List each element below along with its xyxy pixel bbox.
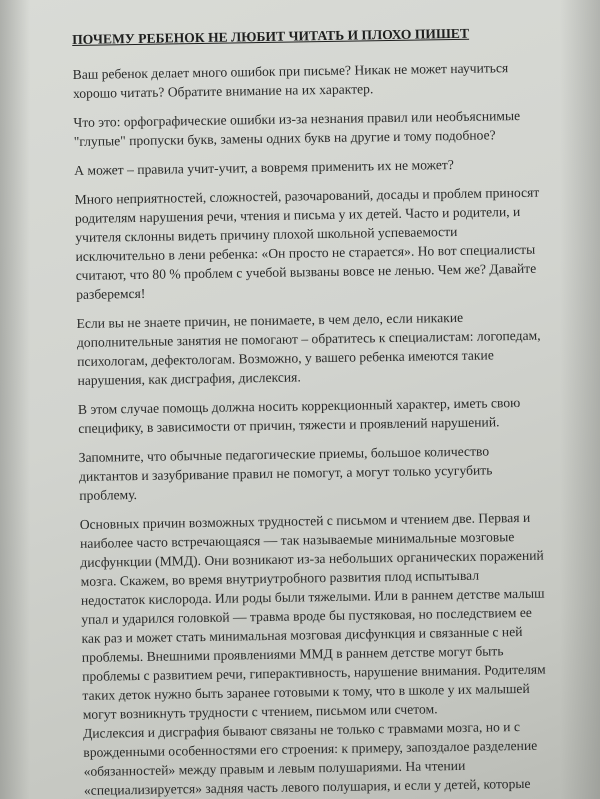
text-line: Много неприятностей, сложностей, разочарований, досады и проблем приносят: [74, 184, 540, 207]
paragraph-8: [80, 507, 584, 799]
text-line: Что это: орфографические ошибки из-за незнания правил или необъяснимые: [73, 107, 521, 130]
text-line: могут возникнуть трудности с чтением, письмом или счетом.: [82, 701, 438, 722]
text-line: дисфункции (ММД). Они возникают из-за небольших органических поражений: [80, 547, 544, 570]
paragraph-7: [79, 440, 580, 505]
text-line: Дислексия и дисграфия бывают связаны не только с травмами мозга, но и с: [82, 719, 521, 741]
page-shadow-left: [0, 0, 30, 799]
text-line: «обязанностей» между правым и левым полушариями. На чтении: [83, 757, 466, 779]
text-line: исключительно в лени ребенка: «Он просто не старается». Но вот специалисты: [75, 241, 536, 264]
text-line: "глупые" пропуски букв, замены одних букв на другие и тому подобное?: [73, 127, 496, 149]
text-line: Запомните, что обычные педагогические приемы, большое количество: [78, 443, 490, 465]
text-line: диктантов и зазубривание правил не помогут, а могут только усугубить: [78, 462, 493, 484]
document-title: ПОЧЕМУ РЕБЕНОК НЕ ЛЮБИТ ЧИТАТЬ И ПЛОХО ПИШЕТ: [72, 25, 470, 47]
text-line: «специализируется» задняя часть левого полушария, и если у детей, которые: [83, 775, 531, 798]
text-line: таких деток нужно быть заранее готовыми к тому, что в школе у их малышей: [82, 680, 530, 703]
text-line: мозга. Скажем, во время внутриутробного развития плод испытывал: [80, 567, 480, 589]
text-line: считают, что 80 % проблем с учебой вызваны вовсе не ленью. Чем же? Давайте: [75, 260, 537, 283]
paragraph-1: [73, 57, 574, 103]
text-line: В этом случае помощь должна носить коррекционный характер, иметь свою: [77, 395, 521, 417]
text-line: наиболее часто встречающаяся — так называемые минимальные мозговые: [79, 529, 515, 551]
text-line: учителя склонны видеть причину плохой школьной успеваемости: [75, 223, 458, 245]
text-line: проблему.: [79, 487, 138, 503]
paragraph-4: [75, 182, 577, 304]
text-line: нарушения, как дисграфия, дислексия.: [77, 369, 301, 388]
text-line: недостаток кислорода. Или роды были тяжелыми. Или в раннем детстве малыш: [80, 585, 545, 608]
text-line: как раз и может стать минимальная мозговая дисфункция и связанные с ней: [81, 623, 523, 646]
text-line: Если вы не знаете причин, не понимаете, в чем дело, если никакие: [76, 309, 464, 331]
text-line: дополнительные занятия не помогают – обратитесь к специалистам: логопедам,: [76, 327, 541, 350]
text-line: разберемся!: [76, 285, 146, 302]
text-line: проблемы с развитием речи, гиперактивность, нарушение внимания. Родителям: [82, 661, 546, 684]
text-line: Основных причин возможных трудностей с письмом и чтением две. Первая и: [79, 509, 531, 532]
text-line: проблемы. Внешними проявлениями ММД в раннем детстве могут быть: [81, 643, 504, 665]
text-line: Ваш ребенок делает много ошибок при письме? Никак не может научиться: [72, 60, 509, 82]
text-line: упал и ударился головкой — травма вроде бы пустяковая, но последствием ее: [81, 604, 532, 627]
text-line: врожденными особенностями его строения: к примеру, запоздалое разделение: [83, 737, 538, 760]
document-body: [72, 22, 584, 799]
paragraph-6: [78, 392, 579, 438]
text-line: родителям нарушения речи, чтения и письма у их детей. Часто и родители, и: [74, 203, 521, 226]
text-line: специфику, в зависимости от причин, тяжести и проявлений нарушений.: [78, 414, 500, 436]
text-line: хорошо читать? Обратите внимание на их характер.: [72, 81, 374, 101]
text-line: А может – правила учит-учит, а вовремя применить их не может?: [74, 157, 454, 178]
text-line: психологам, дефектологам. Возможно, у вашего ребенка имеются такие: [77, 347, 494, 369]
paragraph-2: [73, 105, 574, 151]
paragraph-3: [74, 153, 574, 180]
paragraph-5: [76, 306, 577, 390]
